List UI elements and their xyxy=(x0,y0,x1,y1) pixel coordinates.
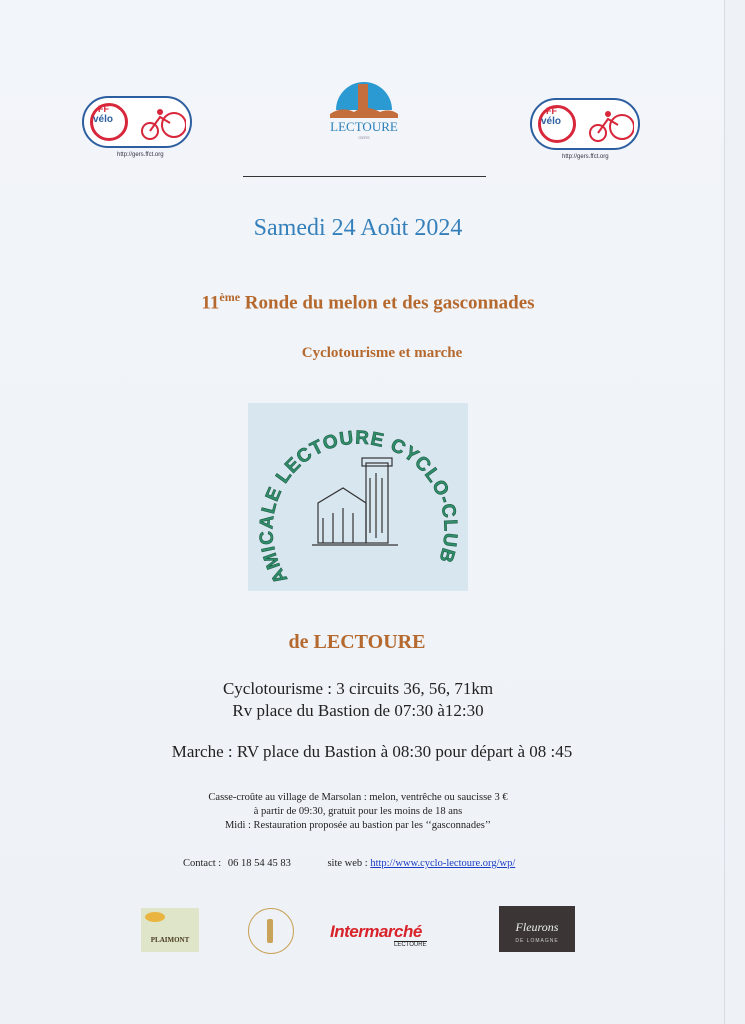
event-subtitle: Cyclotourisme et marche xyxy=(301,345,463,361)
intermarche-sub: LECTOURE xyxy=(394,942,427,948)
contact-label: Contact : xyxy=(183,858,222,869)
ffvelo-velo-text: vélo xyxy=(93,114,114,125)
header-divider xyxy=(243,176,486,177)
sponsor-plaimont xyxy=(141,908,199,952)
plaimont-swirl-icon xyxy=(145,912,165,922)
city-logo-name: LECTOURE xyxy=(330,119,398,134)
event-title xyxy=(0,290,736,314)
contact-line xyxy=(183,858,515,869)
plaimont-text: PLAIMONT xyxy=(150,936,190,944)
cyclist-icon xyxy=(588,105,634,145)
location-heading: de LECTOURE xyxy=(288,631,426,653)
city-logo-small: GERS xyxy=(358,135,370,140)
website-label: site web : xyxy=(327,858,368,869)
event-date: Samedi 24 Août 2024 xyxy=(253,215,463,241)
ffvelo-velo-text: vélo xyxy=(541,116,562,127)
cyclo-circuits: Cyclotourisme : 3 circuits 36, 56, 71km xyxy=(222,679,494,698)
note-lunch: Midi : Restauration proposée au bastion par les ‘‘gasconnades’’ xyxy=(224,820,492,831)
club-logo-emblem xyxy=(248,403,468,591)
edition-number: 11 xyxy=(201,292,220,314)
website-link[interactable]: http://www.cyclo-lectoure.org/wp/ xyxy=(370,858,516,869)
fleurons-text: Fleurons xyxy=(515,920,559,934)
contact-phone[interactable]: 06 18 54 45 83 xyxy=(227,858,291,869)
ffvelo-logo-left xyxy=(82,96,192,148)
intermarche-text: Intermarché xyxy=(330,922,422,941)
right-logo-url[interactable]: http://gers.ffct.org xyxy=(562,154,609,160)
ffvelo-logo-right xyxy=(530,98,640,150)
walk-meeting: Marche : RV place du Bastion à 08:30 pour départ à 08 :45 xyxy=(171,742,573,761)
sponsor-intermarche xyxy=(330,922,454,952)
note-snack-time: à partir de 09:30, gratuit pour les moins de 18 ans xyxy=(253,806,463,817)
sponsor-round-emblem-icon xyxy=(248,908,294,954)
sponsor-fleurons xyxy=(499,906,575,952)
cyclist-icon xyxy=(140,103,186,143)
lectoure-city-logo xyxy=(322,58,406,158)
city-logo-top-text: VILLE DE xyxy=(345,112,383,118)
ffvelo-ff-text: FF xyxy=(98,104,109,114)
left-logo-url[interactable]: http://gers.ffct.org xyxy=(117,152,164,158)
cathedral-icon xyxy=(312,458,398,545)
note-snack: Casse-croûte au village de Marsolan : melon, ventrêche ou saucisse 3 € xyxy=(208,792,508,803)
club-logo xyxy=(248,403,468,591)
fleurons-sub: DE LOMAGNE xyxy=(515,938,559,944)
event-title-text: Ronde du melon et des gasconnades xyxy=(244,292,535,314)
cyclo-meeting: Rv place du Bastion de 07:30 à12:30 xyxy=(232,701,484,720)
club-arc-text: AMICALE LECTOURE CYCLO-CLUB xyxy=(256,427,461,588)
edition-suffix: ème xyxy=(219,290,241,304)
ffvelo-ff-text: FF xyxy=(546,106,557,116)
